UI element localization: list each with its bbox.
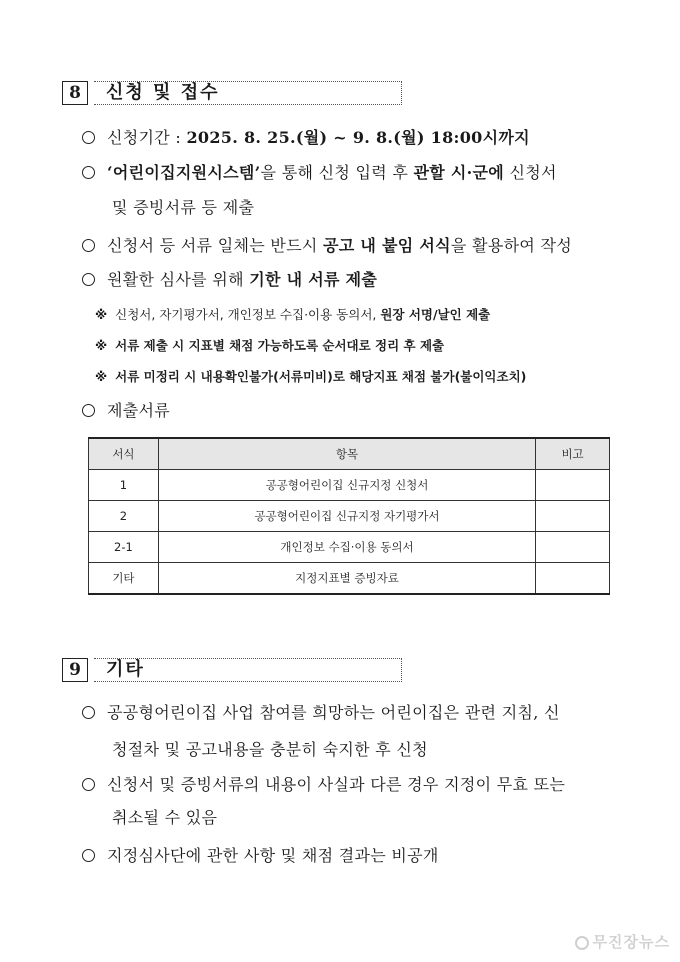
other-item-1: 공공형어린이집 사업 참여를 희망하는 어린이집은 관련 지침, 신 [82, 700, 560, 723]
system-item: ‘어린이집지원시스템’을 통해 신청 입력 후 관할 시·군에 신청서 [82, 160, 557, 183]
table-cell-form: 기타 [89, 563, 159, 595]
note-2: ※ 서류 제출 시 지표별 채점 가능하도록 순서대로 정리 후 제출 [95, 338, 445, 353]
note-3: ※ 서류 미정리 시 내용확인불가(서류미비)로 해당지표 채점 불가(불이익조치) [95, 369, 527, 384]
period-item: 신청기간 : 2025. 8. 25.(월) ~ 9. 8.(월) 18:00시까지 [82, 125, 530, 148]
form-item: 신청서 등 서류 일체는 반드시 공고 내 붙임 서식을 활용하여 작성 [82, 233, 572, 256]
circle-bullet-icon [82, 849, 95, 862]
circle-bullet-icon [82, 273, 95, 286]
table-row [89, 501, 610, 532]
table-header-remark: 비고 [536, 438, 610, 470]
table-cell-form: 1 [89, 470, 159, 501]
section-8-number: 8 [62, 81, 88, 105]
circle-bullet-icon [82, 131, 95, 144]
other-item-1-continued: 청절차 및 공고내용을 충분히 숙지한 후 신청 [112, 740, 428, 759]
note-1: ※ 신청서, 자기평가서, 개인정보 수집·이용 동의서, 원장 서명/날인 제출 [95, 307, 491, 322]
other-item-2-continued: 취소될 수 있음 [112, 808, 218, 827]
reference-mark-icon: ※ [95, 307, 108, 322]
reference-mark-icon: ※ [95, 369, 108, 384]
circle-bullet-icon [82, 778, 95, 791]
table-cell-item: 지정지표별 증빙자료 [158, 563, 535, 595]
table-header-item: 항목 [158, 438, 535, 470]
section-8-header [62, 81, 402, 107]
submission-docs-table [88, 437, 610, 595]
table-cell-item: 공공형어린이집 신규지정 신청서 [158, 470, 535, 501]
review-item: 원활한 심사를 위해 기한 내 서류 제출 [82, 267, 377, 290]
section-8-title: 신청 및 접수 [94, 81, 402, 105]
table-cell-form: 2 [89, 501, 159, 532]
watermark-icon [575, 936, 589, 950]
table-cell-item: 공공형어린이집 신규지정 자기평가서 [158, 501, 535, 532]
circle-bullet-icon [82, 706, 95, 719]
table-row [89, 470, 610, 501]
section-9-header [62, 658, 402, 684]
circle-bullet-icon [82, 166, 95, 179]
reference-mark-icon: ※ [95, 338, 108, 353]
watermark-logo: 무진장뉴스 [575, 931, 670, 952]
section-9-number: 9 [62, 658, 88, 682]
system-item-continued: 및 증빙서류 등 제출 [112, 198, 255, 217]
docs-label-item: 제출서류 [82, 398, 170, 421]
table-row [89, 532, 610, 563]
other-item-2: 신청서 및 증빙서류의 내용이 사실과 다른 경우 지정이 무효 또는 [82, 772, 565, 795]
table-cell-remark [536, 501, 610, 532]
table-cell-remark [536, 532, 610, 563]
table-header-row [89, 438, 610, 470]
other-item-3: 지정심사단에 관한 사항 및 채점 결과는 비공개 [82, 843, 439, 866]
table-cell-item: 개인정보 수집·이용 동의서 [158, 532, 535, 563]
circle-bullet-icon [82, 404, 95, 417]
table-header-form: 서식 [89, 438, 159, 470]
table-cell-remark [536, 470, 610, 501]
table-cell-form: 2-1 [89, 532, 159, 563]
section-9-title: 기타 [94, 658, 402, 682]
circle-bullet-icon [82, 239, 95, 252]
table-cell-remark [536, 563, 610, 595]
table-row [89, 563, 610, 595]
